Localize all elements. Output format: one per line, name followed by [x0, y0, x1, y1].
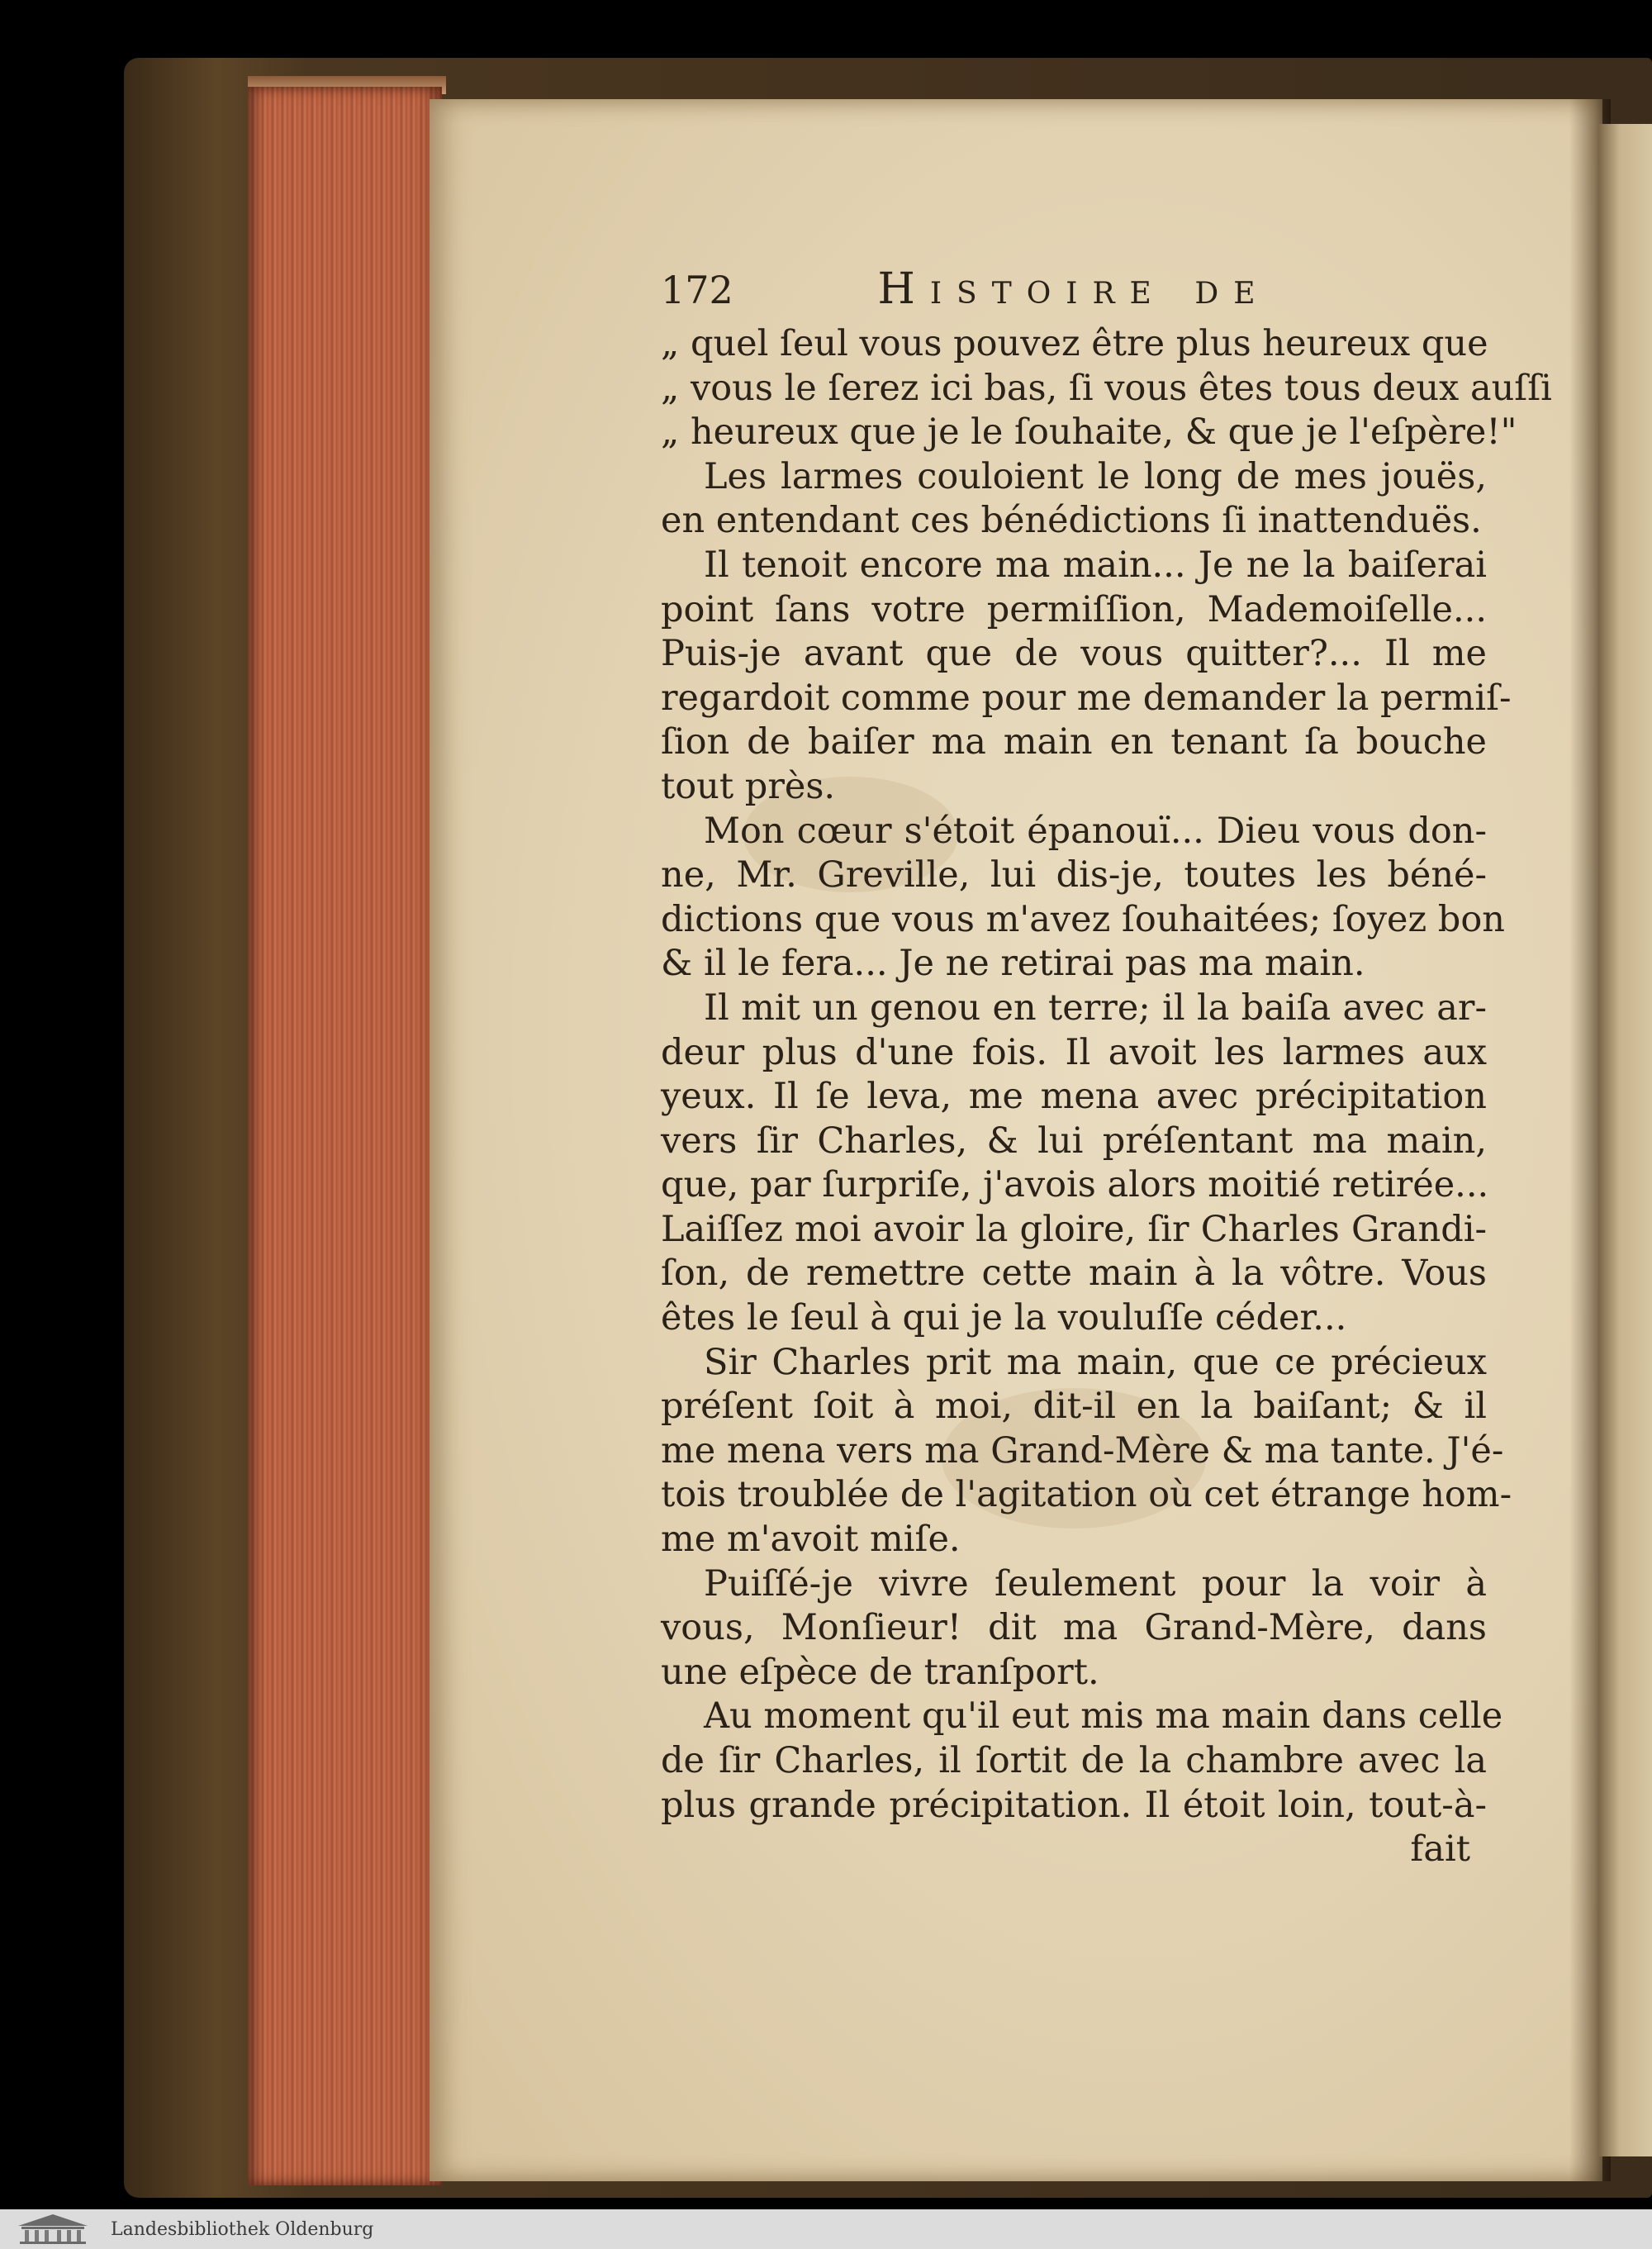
- text-line: ſon, de remettre cette main à la vôtre. Vous: [661, 1253, 1487, 1295]
- text-line: Laiſſez moi avoir la gloire, ſir Charles Grandi-: [661, 1208, 1487, 1250]
- text-line: vous, Monſieur! dit ma Grand-Mère, dans: [661, 1607, 1487, 1649]
- text-line: Au moment qu'il eut mis ma main dans celle: [704, 1695, 1503, 1738]
- facing-page-edge: [1598, 124, 1652, 2156]
- text-line: deur plus d'une fois. Il avoit les larmes aux: [661, 1031, 1487, 1073]
- page-fore-edge: [248, 87, 442, 2185]
- text-line: tois troublée de l'agitation où cet étrange hom-: [661, 1474, 1512, 1516]
- library-footer-bar: [0, 2209, 1652, 2249]
- text-line: en entendant ces bénédictions ſi inattenduës.: [661, 500, 1482, 542]
- text-line: me mena vers ma Grand-Mère & ma tante. J'é-: [661, 1429, 1504, 1472]
- text-line: me m'avoit miſe.: [661, 1519, 961, 1561]
- page-text-block: [661, 264, 1552, 1872]
- text-line: ſion de baiſer ma main en tenant ſa bouche: [661, 721, 1487, 763]
- text-line: „ heureux que je le ſouhaite, & que je l'eſpère!": [661, 411, 1517, 454]
- text-line: regardoit comme pour me demander la permiſ-: [661, 677, 1512, 719]
- text-line: dictions que vous m'avez ſouhaitées; ſoyez bon: [661, 898, 1505, 940]
- text-line: ne, Mr. Greville, lui dis-je, toutes les béné-: [661, 854, 1487, 896]
- text-line: plus grande précipitation. Il étoit loin, tout-à-: [661, 1784, 1487, 1826]
- running-title: Histoire de: [877, 264, 1270, 314]
- text-line: Mon cœur s'étoit épanouï... Dieu vous don-: [704, 810, 1487, 852]
- catchword: fait: [1410, 1828, 1470, 1871]
- text-lines: [661, 322, 1552, 1872]
- text-line: „ vous le ſerez ici bas, ſi vous êtes tous deux auſſi: [661, 367, 1552, 409]
- text-line: de ſir Charles, il ſortit de la chambre avec la: [661, 1740, 1487, 1781]
- text-line: Puis-je avant que de vous quitter?... Il me: [661, 633, 1487, 675]
- library-label: Landesbibliothek Oldenburg: [111, 2218, 374, 2240]
- text-line: préſent ſoit à moi, dit-il en la baiſant; & il: [661, 1386, 1487, 1428]
- page-number: 172: [661, 268, 733, 312]
- text-line: Puiſſé-je vivre ſeulement pour la voir à: [704, 1562, 1487, 1605]
- library-building-icon: [12, 2213, 94, 2246]
- running-head: [661, 264, 1487, 322]
- text-line: „ quel ſeul vous pouvez être plus heureux que: [661, 323, 1488, 364]
- text-line: que, par ſurpriſe, j'avois alors moitié retirée...: [661, 1164, 1489, 1206]
- text-line: & il le fera... Je ne retirai pas ma main.: [661, 943, 1365, 985]
- text-line: vers ſir Charles, & lui préſentant ma main,: [661, 1120, 1487, 1162]
- text-line: Les larmes couloient le long de mes jouës,: [704, 455, 1487, 497]
- text-line: êtes le ſeul à qui je la vouluſſe céder...: [661, 1297, 1347, 1339]
- text-line: yeux. Il ſe leva, me mena avec précipitation: [661, 1076, 1487, 1118]
- text-line: Sir Charles prit ma main, que ce précieux: [704, 1341, 1487, 1383]
- text-line: une eſpèce de tranſport.: [661, 1651, 1099, 1693]
- text-line: tout près.: [661, 765, 836, 807]
- text-line: Il tenoit encore ma main... Je ne la baiſerai: [704, 544, 1487, 586]
- text-line: point ſans votre permiſſion, Mademoiſelle...: [661, 588, 1487, 630]
- text-line: Il mit un genou en terre; il la baiſa avec ar-: [704, 987, 1487, 1029]
